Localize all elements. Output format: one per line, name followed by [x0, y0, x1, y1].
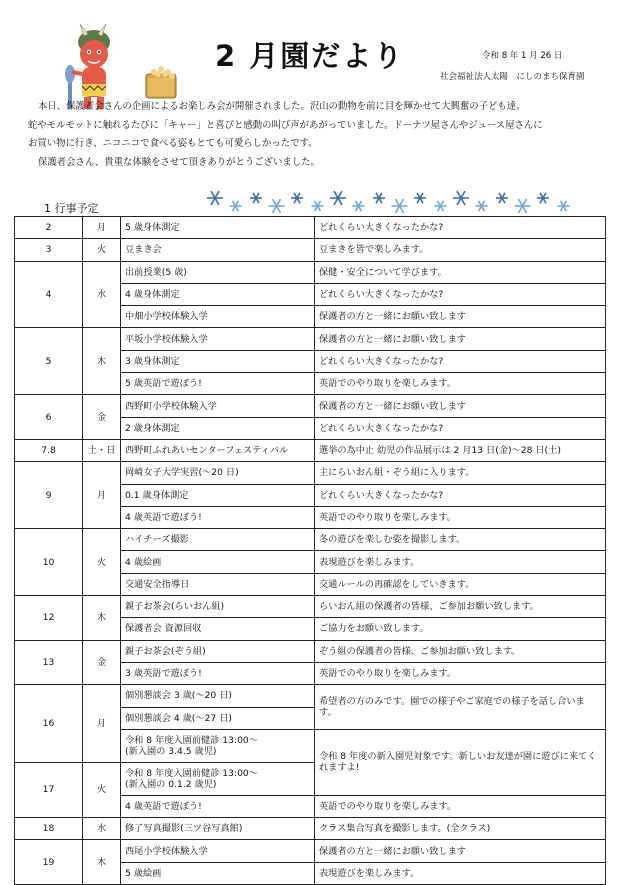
note-cell: 英語でのやり取りを楽しみます。 — [315, 373, 606, 395]
note-cell: クラス集合写真を撮影します。(全クラス) — [315, 818, 606, 840]
event-cell: 0.1 歳身体測定 — [121, 484, 315, 506]
weekday-cell: 水 — [83, 818, 121, 840]
event-cell: 3 歳英語で遊ぼう! — [121, 662, 315, 684]
table-row — [15, 328, 606, 350]
weekday-cell: 火 — [83, 239, 121, 261]
table-row — [15, 840, 606, 862]
event-cell: 出前授業(5 歳) — [121, 261, 315, 283]
issue-date: 令和 8 年 1 月 26 日 — [482, 51, 563, 61]
weekday-cell: 木 — [83, 328, 121, 395]
day-cell: 5 — [15, 328, 83, 395]
note-cell: どれくらい大きくなったかな? — [315, 350, 606, 372]
weekday-cell: 金 — [83, 640, 121, 685]
day-cell: 17 — [15, 762, 83, 817]
table-row — [15, 462, 606, 484]
organization-name: 社会福祉法人太陽 にしのまち保育園 — [440, 72, 585, 82]
event-cell: 中畑小学校体験入学 — [121, 306, 315, 328]
event-cell: 4 歳英語で遊ぼう! — [121, 506, 315, 528]
weekday-cell: 月 — [83, 217, 121, 239]
note-cell: 希望者の方のみです。園での様子やご家庭での様子を話し合います。 — [315, 685, 606, 730]
note-cell: 交通ルールの再確認をしていきます。 — [315, 573, 606, 595]
event-cell: 交通安全指導日 — [121, 573, 315, 595]
event-cell: 令和 8 年度入園前健診 13:00～ (新入園の 3.4.5 歳児) — [121, 729, 315, 762]
event-cell: 5 歳身体測定 — [121, 217, 315, 239]
day-cell: 18 — [15, 818, 83, 840]
event-cell: 平坂小学校体験入学 — [121, 328, 315, 350]
event-cell: 西尾小学校体験入学 — [121, 840, 315, 862]
table-row — [15, 239, 606, 261]
event-cell: 西野町小学校体験入学 — [121, 395, 315, 417]
intro-line: お買い物に行き、ニコニコで食べる姿もとても可愛らしかったです。 — [28, 138, 318, 150]
day-cell: 6 — [15, 395, 83, 440]
day-cell: 2 — [15, 217, 83, 239]
note-cell: ご協力をお願い致します。 — [315, 618, 606, 640]
event-cell: 5 歳英語で遊ぼう! — [121, 373, 315, 395]
note-cell: 令和 8 年度の新入園児対象です。新しいお友達が園に遊びに来てくれますよ! — [315, 729, 606, 795]
event-cell: 3 歳身体測定 — [121, 350, 315, 372]
note-cell: 英語でのやり取りを楽しみます。 — [315, 795, 606, 817]
note-cell: どれくらい大きくなったかな? — [315, 417, 606, 439]
table-row — [15, 217, 606, 239]
event-cell: 親子お茶会(ぞう組) — [121, 640, 315, 662]
day-cell: 16 — [15, 685, 83, 763]
note-cell: 表現遊びを楽しみます。 — [315, 862, 606, 884]
event-cell: 豆まき会 — [121, 239, 315, 261]
weekday-cell: 月 — [83, 685, 121, 763]
weekday-cell: 火 — [83, 529, 121, 596]
weekday-cell: 火 — [83, 762, 121, 817]
event-cell: 親子お茶会(らいおん組) — [121, 596, 315, 618]
table-row — [15, 640, 606, 662]
weekday-cell: 金 — [83, 395, 121, 440]
intro-text — [28, 98, 598, 172]
note-cell: 表現遊びを楽しみます。 — [315, 551, 606, 573]
event-cell: 個別懇談会 4 歳(～27 日) — [121, 707, 315, 729]
section-title: 1 行事予定 — [44, 202, 99, 215]
note-cell: 豆まきを皆で楽しみます。 — [315, 239, 606, 261]
note-cell: どれくらい大きくなったかな? — [315, 217, 606, 239]
note-cell: ぞう組の保護者の皆様、ご参加お願い致します。 — [315, 640, 606, 662]
weekday-cell: 土・日 — [83, 439, 121, 461]
note-cell: 保護者の方と一緒にお願い致します — [315, 306, 606, 328]
day-cell: 12 — [15, 596, 83, 641]
day-cell: 7.8 — [15, 439, 83, 461]
event-cell: 西野町ふれあいセンターフェスティバル — [121, 439, 315, 461]
weekday-cell: 木 — [83, 840, 121, 885]
intro-line: 保護者会さん、貴重な体験をさせて頂きありがとうございました。 — [38, 156, 320, 168]
table-row — [15, 685, 606, 707]
event-cell: 4 歳英語で遊ぼう! — [121, 795, 315, 817]
table-row — [15, 596, 606, 618]
event-cell: 個別懇談会 3 歳(～20 日) — [121, 685, 315, 707]
note-cell: 英語でのやり取りを楽しみます。 — [315, 662, 606, 684]
note-cell: どれくらい大きくなったかな? — [315, 283, 606, 305]
note-cell: 保護者の方と一緒にお願い致します — [315, 840, 606, 862]
table-row — [15, 395, 606, 417]
note-cell: らいおん組の保護者の皆様、ご参加お願い致します。 — [315, 596, 606, 618]
event-cell: 4 歳絵画 — [121, 551, 315, 573]
day-cell: 4 — [15, 261, 83, 328]
note-cell: 保健・安全について学びます。 — [315, 261, 606, 283]
event-cell: 4 歳身体測定 — [121, 283, 315, 305]
note-cell: 保護者の方と一緒にお願い致します — [315, 395, 606, 417]
note-cell: 主にらいおん組・ぞう組に入ります。 — [315, 462, 606, 484]
day-cell: 13 — [15, 640, 83, 685]
intro-line: 本日、保護者会さんの企画によるお楽しみ会が開催されました。沢山の動物を前に目を輝かせて大興奮の子ども達。 — [38, 101, 526, 112]
day-cell: 3 — [15, 239, 83, 261]
event-cell: 修了写真撮影(三ツ谷写真館) — [121, 818, 315, 840]
weekday-cell: 水 — [83, 261, 121, 328]
intro-line: 蛇やモルモットに触れるたびに「キャー」と喜びと感動の叫び声があがっていました。ドーナツ屋さんやジュース屋さんに — [28, 119, 543, 131]
snowflake-row-icon — [205, 188, 585, 216]
day-cell: 19 — [15, 840, 83, 885]
event-cell: 令和 8 年度入園前健診 13:00～ (新入園の 0.1.2 歳児) — [121, 762, 315, 795]
note-cell: 選挙の為中止 幼児の作品展示は 2 月13 日(金)～28 日(土) — [315, 439, 606, 461]
page-title: 2 月園だより — [215, 39, 405, 73]
table-row — [15, 529, 606, 551]
event-cell: 岡崎女子大学実習(～20 日) — [121, 462, 315, 484]
note-cell: 冬の遊びを楽しむ姿を撮影します。 — [315, 529, 606, 551]
event-cell: 5 歳絵画 — [121, 862, 315, 884]
note-cell: どれくらい大きくなったかな? — [315, 484, 606, 506]
event-cell: 保護者会 資源回収 — [121, 618, 315, 640]
weekday-cell: 木 — [83, 596, 121, 641]
day-cell: 10 — [15, 529, 83, 596]
weekday-cell: 月 — [83, 462, 121, 529]
event-cell: 2 歳身体測定 — [121, 417, 315, 439]
table-row — [15, 261, 606, 283]
table-row — [15, 439, 606, 461]
event-cell: ハイチーズ撮影 — [121, 529, 315, 551]
note-cell: 保護者の方と一緒にお願い致します — [315, 328, 606, 350]
day-cell: 9 — [15, 462, 83, 529]
note-cell: 英語でのやり取りを楽しみます。 — [315, 506, 606, 528]
schedule-table — [14, 216, 606, 885]
table-row — [15, 818, 606, 840]
